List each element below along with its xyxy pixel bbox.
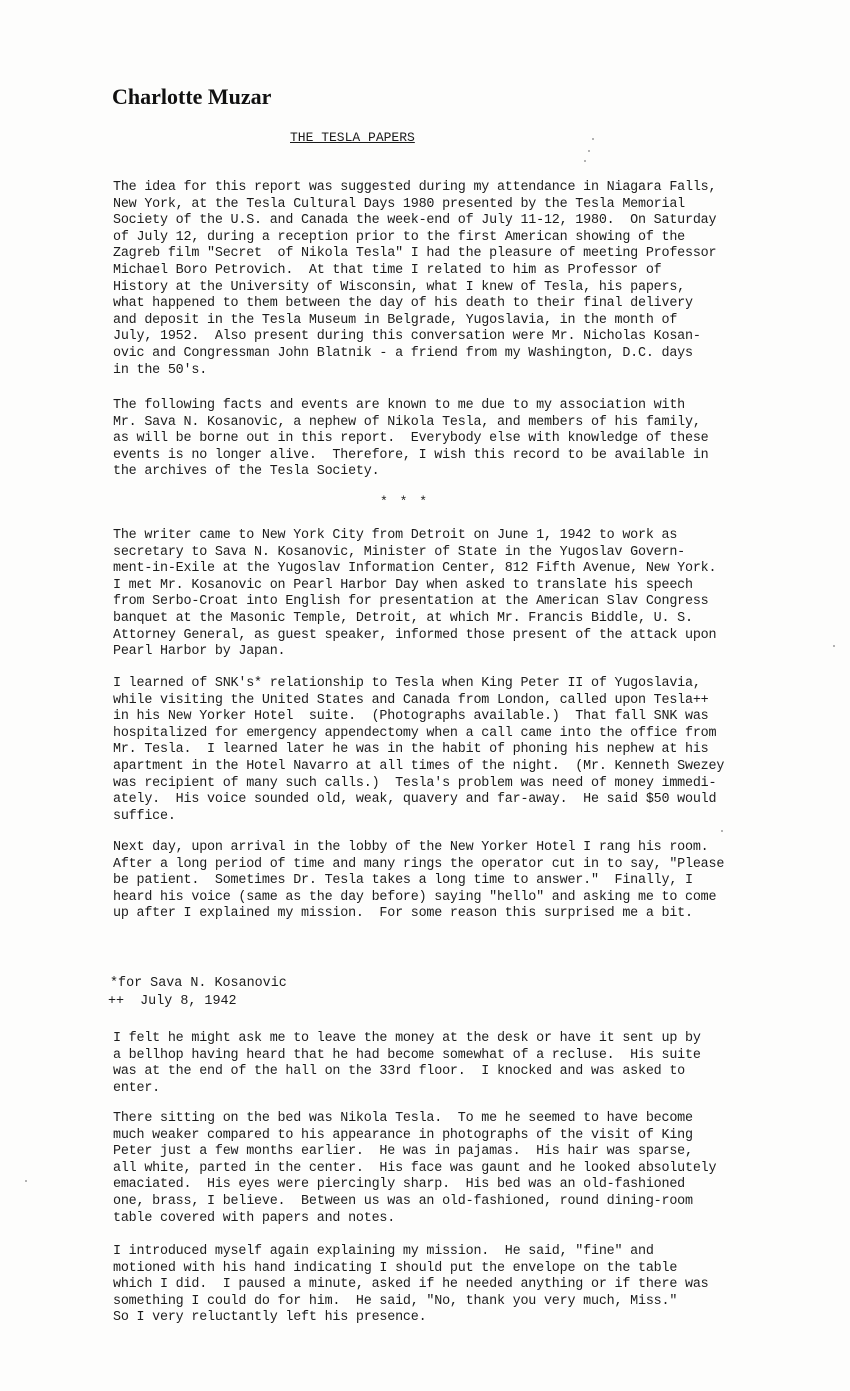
paragraph-farewell: I introduced myself again explaining my mission. He said, "fine" and motioned with his hand indicating I should put the envelope on the table which I did. I paused a minute, asked if he needed anything or if there was something I could do for him. He said, "No, thank you very much, Miss." So I very reluctantly left his presence. — [113, 1244, 709, 1326]
scan-speck — [721, 830, 723, 832]
paragraph-next-day: Next day, upon arrival in the lobby of the New Yorker Hotel I rang his room. After a long period of time and many rings the operator cut in to say, "Please be patient. Sometimes Dr. Tesla takes a long time to answer." Finally, I heard his voice (same as the day before) saying "hello" and asking me to come up after I explained my mission. For some reason this surprised me a bit. — [113, 840, 725, 922]
scan-speck — [25, 1180, 27, 1182]
paragraph-recluse: I felt he might ask me to leave the money at the desk or have it sent up by a bellhop having heard that he had become somewhat of a recluse. His suite was at the end of the hall on the 33rd floor. I knocked and was asked to enter. — [113, 1031, 701, 1096]
scan-speck — [584, 160, 586, 162]
author-heading: Charlotte Muzar — [112, 84, 272, 109]
section-separator: * * * — [380, 494, 430, 509]
paragraph-intro: The idea for this report was suggested during my attendance in Niagara Falls, New York, at the Tesla Cultural Days 1980 presented by the Tesla Memorial Society of the U.S. and Canada the week-end of July 11-12, 1980. On Saturday of July 12, during a reception prior to the first American showing of the Zagreb film "Secret of Nikola Tesla" I had the pleasure of meeting Professor Michael Boro Petrovich. At that time I related to him as Professor of History at the University of Wisconsin, what I knew of Tesla, his papers, what happened to them between the day of his death to their final delivery and deposit in the Tesla Museum in Belgrade, Yugoslavia, in the month of July, 1952. Also present during this conversation were Mr. Nicholas Kosan- ovic and Congressman John Blatnik - a friend from my Washington, D.C. days in the 50's. — [113, 180, 717, 378]
footnote-plusplus: ++ July 8, 1942 — [108, 994, 237, 1009]
scan-speck — [592, 138, 594, 140]
scan-speck — [833, 645, 835, 647]
paragraph-relationship: I learned of SNK's* relationship to Tesla when King Peter II of Yugoslavia, while visiting the United States and Canada from London, called upon Tesla++ in his New Yorker Hotel suite. (Photographs available.) That fall SNK was hospitalized for emergency appendectomy when a call came into the office from Mr. Tesla. I learned later he was in the habit of phoning his nephew at his apartment in the Hotel Navarro at all times of the night. (Mr. Kenneth Swezey was recipient of many such calls.) Tesla's problem was need of money immedi- ately. His voice sounded old, weak, quavery and far-away. He said $50 would suffice. — [113, 676, 725, 824]
document-title: THE TESLA PAPERS — [290, 130, 415, 145]
paragraph-writer: The writer came to New York City from Detroit on June 1, 1942 to work as secretary to Sava N. Kosanovic, Minister of State in the Yugoslav Govern- ment-in-Exile at the Yugoslav Information Center, 812 Fifth Avenue, New York. I met Mr. Kosanovic on Pearl Harbor Day when asked to translate his speech from Serbo-Croat into English for presentation at the American Slav Congress banquet at the Masonic Temple, Detroit, at which Mr. Francis Biddle, U. S. Attorney General, as guest speaker, informed those present of the attack upon Pearl Harbor by Japan. — [113, 528, 717, 660]
scan-speck — [588, 150, 590, 152]
paragraph-bedside: There sitting on the bed was Nikola Tesla. To me he seemed to have become much weaker compared to his appearance in photographs of the visit of King Peter just a few months earlier. He was in pajamas. His hair was sparse, all white, parted in the center. His face was gaunt and he looked absolutely emaciated. His eyes were piercingly sharp. His bed was an old-fashioned one, brass, I believe. Between us was an old-fashioned, round dining-room table covered with papers and notes. — [113, 1111, 717, 1226]
footnote-asterisk: *for Sava N. Kosanovic — [110, 976, 287, 991]
paragraph-facts: The following facts and events are known to me due to my association with Mr. Sava N. Kosanovic, a nephew of Nikola Tesla, and members of his family, as will be borne out in this report. Everybody else with knowledge of these events is no longer alive. Therefore, I wish this record to be available in the archives of the Tesla Society. — [113, 398, 709, 480]
